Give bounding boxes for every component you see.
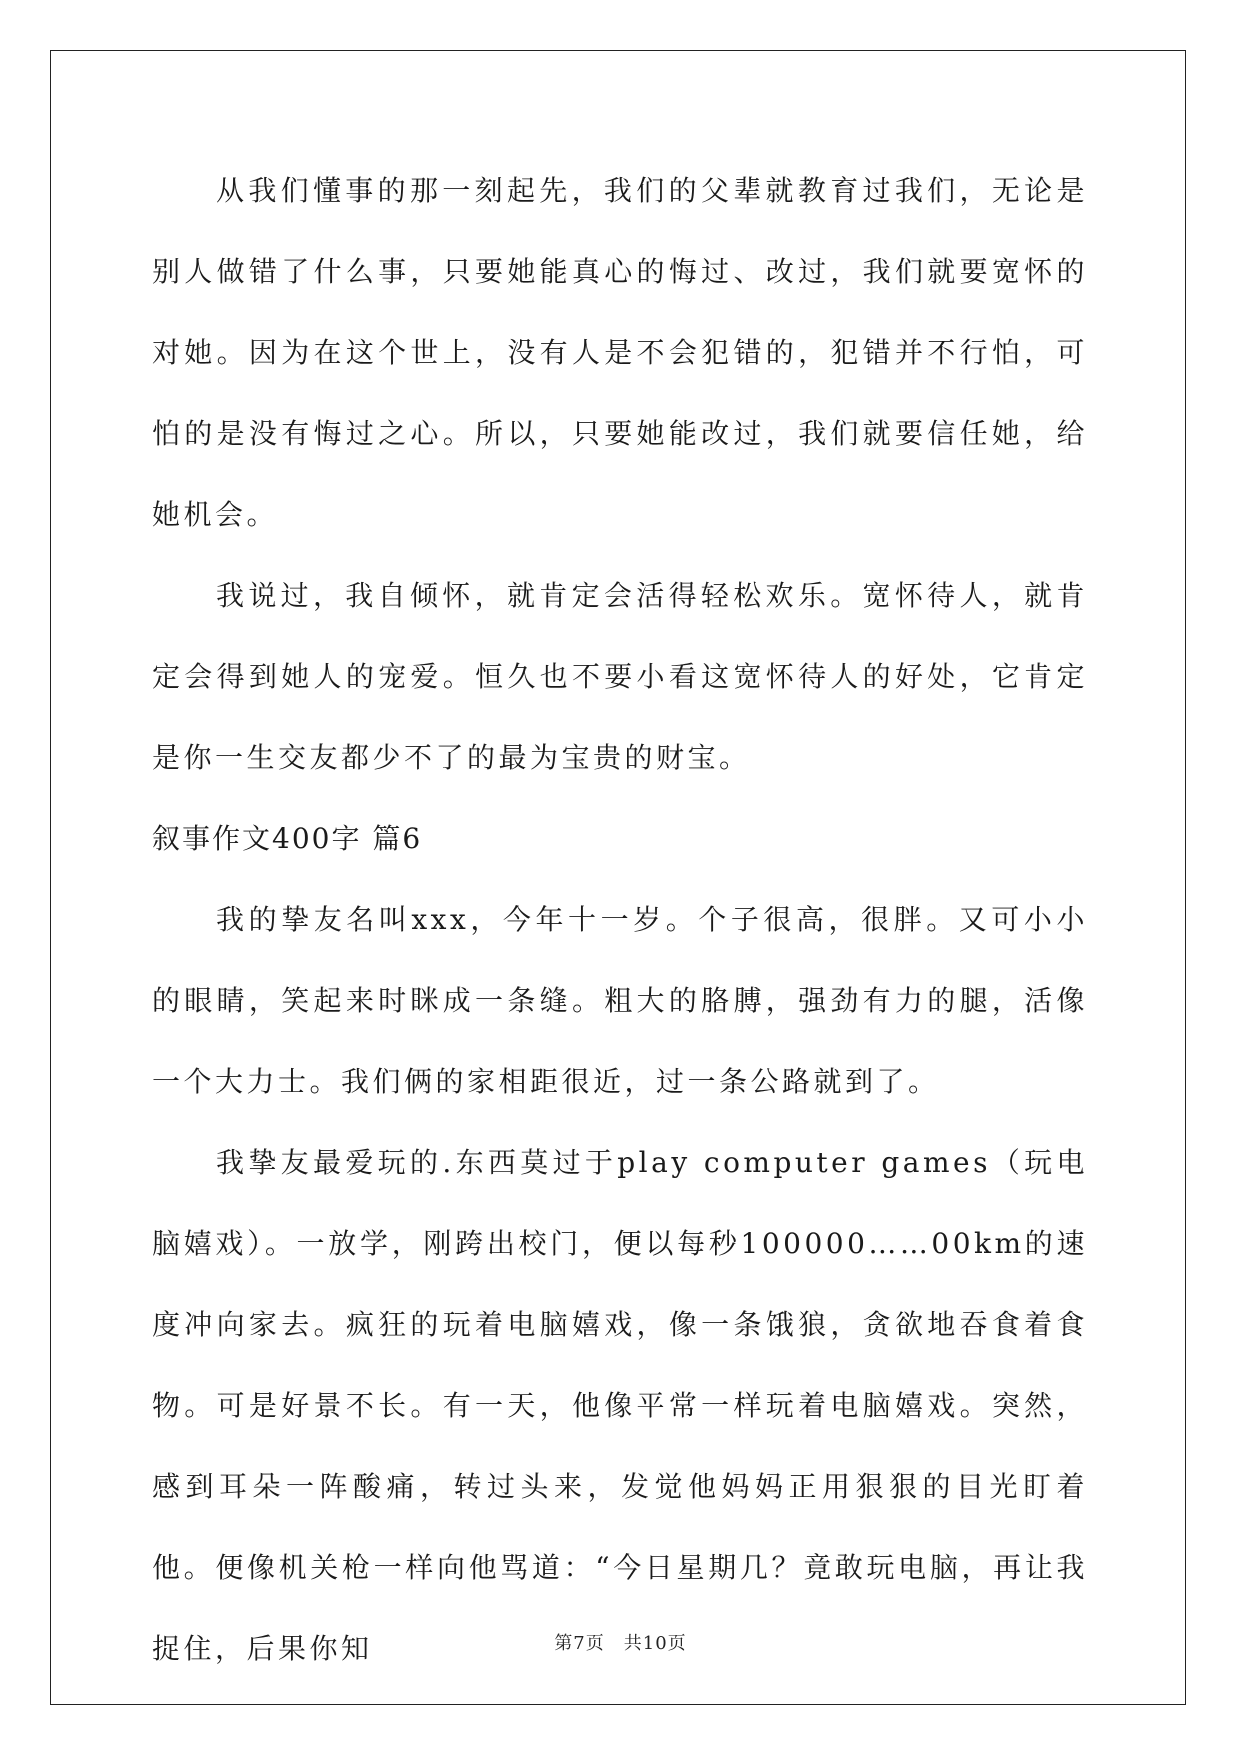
page-footer: 第7页 共10页 xyxy=(554,1633,687,1654)
paragraph: 我说过，我自倾怀，就肯定会活得轻松欢乐。宽怀待人，就肯定会得到她人的宠爱。恒久也不要小看这宽怀待人的好处，它肯定是你一生交友都少不了的最为宝贵的财宝。 xyxy=(152,579,1088,774)
document-body xyxy=(152,150,1088,1689)
paragraph: 从我们懂事的那一刻起先，我们的父辈就教育过我们，无论是别人做错了什么事，只要她能真心的悔过、改过，我们就要宽怀的对她。因为在这个世上，没有人是不会犯错的，犯错并不行怕，可怕的是没有悔过之心。所以，只要她能改过，我们就要信任她，给她机会。 xyxy=(152,174,1088,531)
paragraph: 我挚友最爱玩的.东西莫过于play computer games（玩电脑嬉戏）。一放学，刚跨出校门，便以每秒100000……00km的速度冲向家去。疯狂的玩着电脑嬉戏，像一条饿狼，贪欲地吞食着食物。可是好景不长。有一天，他像平常一样玩着电脑嬉戏。突然，感到耳朵一阵酸痛，转过头来，发觉他妈妈正用狠狠的目光盯着他。便像机关枪一样向他骂道：“今日星期几？竟敢玩电脑，再让我捉住，后果你知 xyxy=(152,1146,1088,1665)
section-heading: 叙事作文400字 篇6 xyxy=(152,822,423,855)
paragraph: 我的挚友名叫xxx，今年十一岁。个子很高，很胖。又可小小的眼睛，笑起来时眯成一条缝。粗大的胳膊，强劲有力的腿，活像一个大力士。我们俩的家相距很近，过一条公路就到了。 xyxy=(152,903,1088,1098)
